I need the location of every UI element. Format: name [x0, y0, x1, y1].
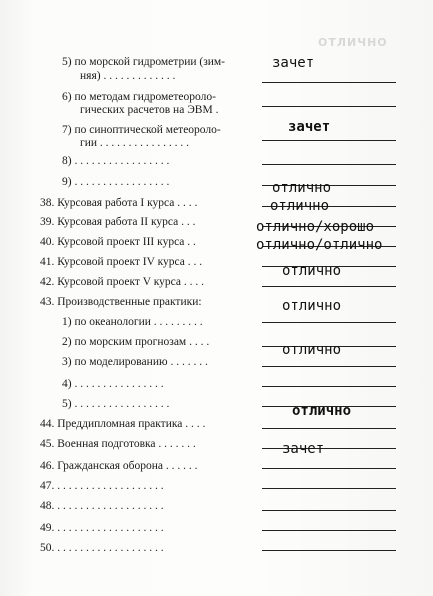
grade-line — [262, 140, 396, 141]
row-label: 40. Курсовой проект III курса . . — [40, 236, 196, 248]
grade-line — [262, 428, 396, 429]
grade-line — [262, 322, 396, 323]
row-label: 5) . . . . . . . . . . . . . . . . . — [62, 398, 170, 410]
grade-value: отлично/отлично — [256, 237, 383, 253]
grade-line — [262, 510, 396, 511]
row-label: 38. Курсовая работа I курса . . . . — [40, 197, 198, 209]
row-label: 47. . . . . . . . . . . . . . . . . . . . — [40, 480, 164, 492]
grade-line — [262, 530, 396, 531]
row-label: 42. Курсовой проект V курса . . . . — [40, 276, 205, 288]
grade-line — [262, 386, 396, 387]
bleed-through-text: ОТЛИЧНО — [318, 36, 388, 49]
grade-line — [262, 286, 396, 287]
grade-value: отлично — [282, 263, 342, 279]
row-label: 44. Преддипломная практика . . . . — [40, 418, 206, 430]
row-label: 50. . . . . . . . . . . . . . . . . . . . — [40, 542, 164, 554]
grade-line — [262, 468, 396, 469]
grade-value: отлично — [272, 180, 332, 196]
grade-value: отлично — [282, 298, 342, 314]
row-label: 1) по океанологии . . . . . . . . . — [62, 316, 203, 328]
row-label: 49. . . . . . . . . . . . . . . . . . . . — [40, 522, 164, 534]
grade-value: отлично — [270, 198, 330, 214]
row-label-cont: няя) . . . . . . . . . . . . . — [80, 70, 176, 82]
row-label: 41. Курсовой проект IV курса . . . — [40, 256, 203, 268]
row-label: 7) по синоптической метеороло- — [62, 124, 221, 136]
row-label-cont: гии . . . . . . . . . . . . . . . . — [80, 137, 190, 149]
row-label: 48. . . . . . . . . . . . . . . . . . . . — [40, 500, 164, 512]
grade-value: отлично — [292, 403, 352, 419]
grade-line — [262, 82, 396, 83]
grade-line — [262, 106, 396, 107]
row-label: 4) . . . . . . . . . . . . . . . . — [62, 378, 164, 390]
grade-value: отлично — [282, 342, 342, 358]
row-label: 9) . . . . . . . . . . . . . . . . . — [62, 176, 170, 188]
grade-line — [262, 550, 396, 551]
row-label: 45. Военная подготовка . . . . . . . — [40, 438, 196, 450]
grade-line — [262, 164, 396, 165]
grade-value: зачет — [282, 441, 325, 457]
row-label: 8) . . . . . . . . . . . . . . . . . — [62, 155, 170, 167]
section-label: 43. Производственные практики: — [40, 296, 202, 308]
grade-line — [262, 366, 396, 367]
row-label: 39. Курсовая работа II курса . . . — [40, 216, 196, 228]
grade-value: зачет — [272, 55, 315, 71]
row-label: 6) по методам гидрометеороло- — [62, 91, 216, 103]
row-label: 3) по моделированию . . . . . . . — [62, 356, 208, 368]
grade-value: зачет — [288, 119, 331, 135]
row-label: 2) по морским прогнозам . . . . — [62, 336, 210, 348]
row-label: 5) по морской гидрометрии (зим- — [62, 56, 226, 68]
grade-value: отлично/хорошо — [256, 219, 375, 235]
grade-line — [262, 488, 396, 489]
row-label: 46. Гражданская оборона . . . . . . — [40, 460, 198, 472]
row-label-cont: гических расчетов на ЭВМ . — [80, 104, 219, 116]
